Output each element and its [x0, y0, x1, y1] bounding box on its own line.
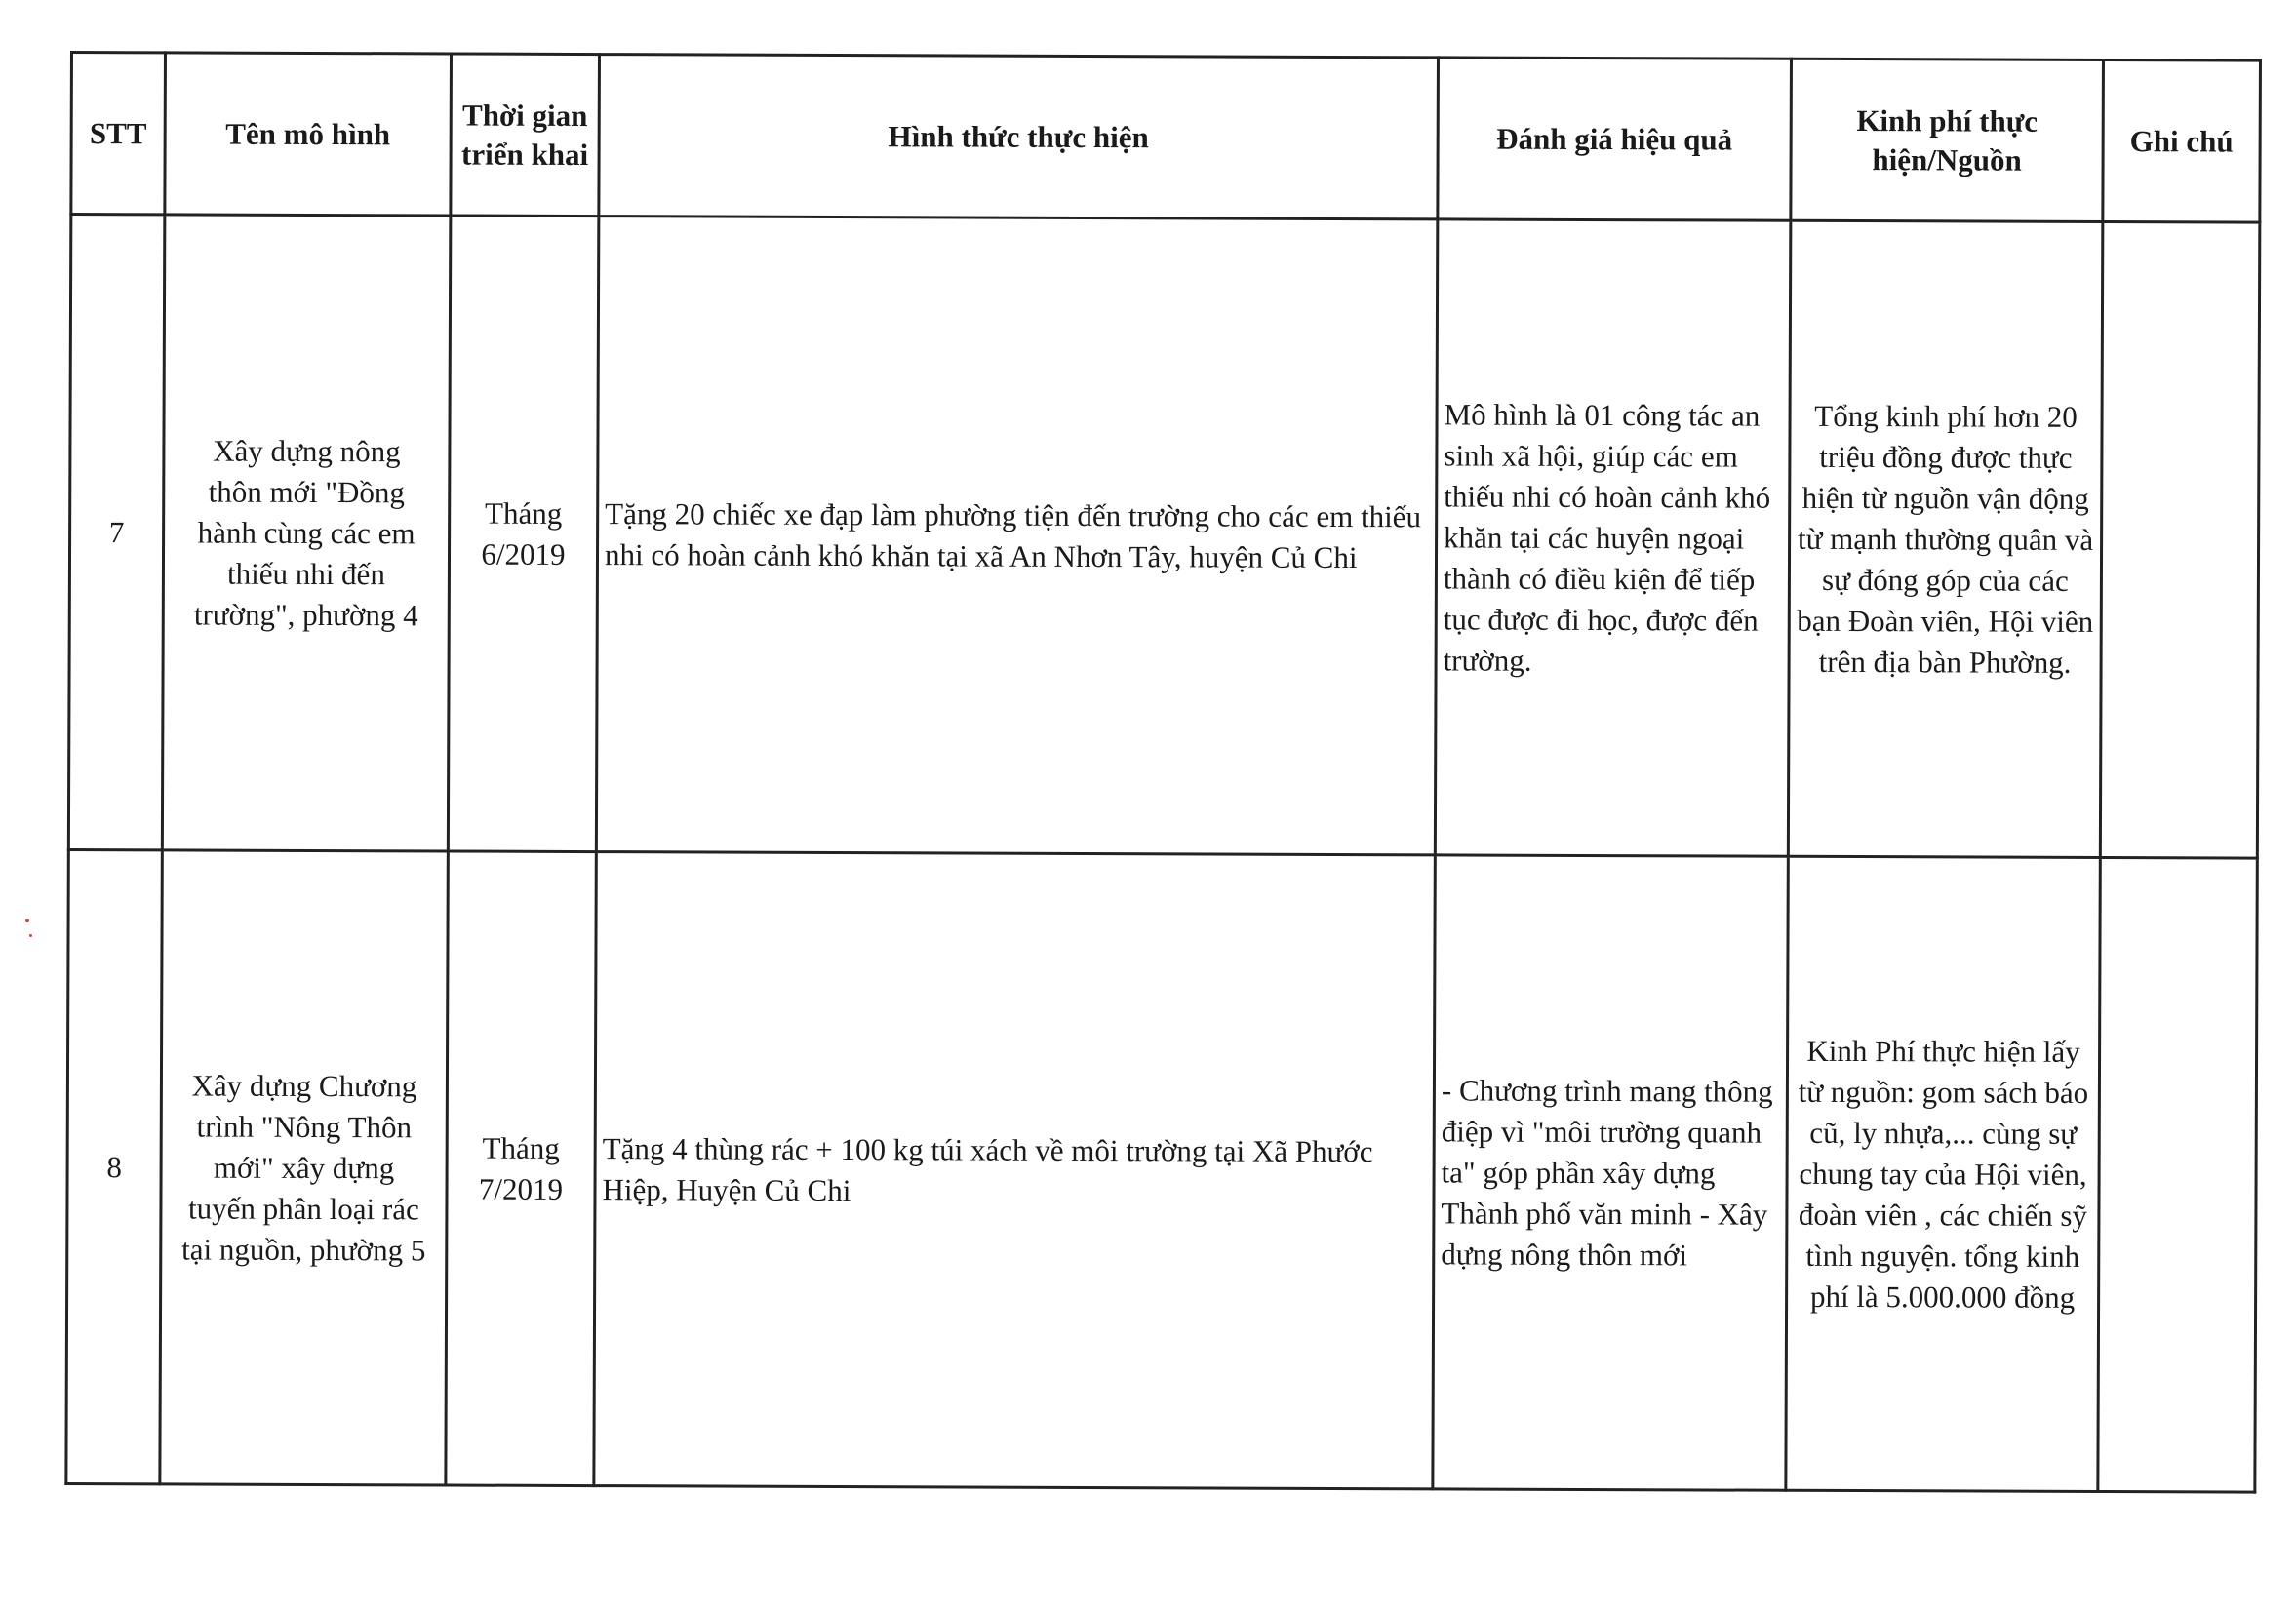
cell-model-name: Xây dựng Chương trình "Nông Thôn mới" xây dựng tuyến phân loại rác tại nguồn, phường 5 [160, 850, 448, 1485]
scan-speck [25, 919, 29, 922]
scan-speck [29, 934, 32, 937]
header-note: Ghi chú [2103, 60, 2261, 223]
cell-stt: 8 [66, 849, 162, 1483]
header-form: Hình thức thực hiện [599, 55, 1439, 219]
cell-stt: 7 [68, 215, 165, 850]
header-stt: STT [71, 53, 166, 215]
cell-evaluation: Mô hình là 01 công tác an sinh xã hội, giúp các em thiếu nhi có hoàn cảnh khó khăn tại các huyện ngoại thành có điều kiện để tiếp tục được đi học, được đến trường. [1435, 219, 1791, 856]
header-evaluation: Đánh giá hiệu quả [1438, 58, 1792, 220]
cell-form: Tặng 4 thùng rác + 100 kg túi xách về môi trường tại Xã Phước Hiệp, Huyện Củ Chi [594, 852, 1435, 1489]
table-row [66, 849, 2257, 1492]
cell-funding: Kinh Phí thực hiện lấy từ nguồn: gom sách báo cũ, ly nhựa,... cùng sự chung tay của Hội viên, đoàn viên , các chiến sỹ tình nguyện. tổng kinh phí là 5.000.000 đồng [1786, 856, 2100, 1491]
header-funding: Kinh phí thực hiện/Nguồn [1791, 59, 2104, 221]
document-sheet [64, 51, 2259, 1491]
table-row [68, 215, 2259, 859]
activity-table [64, 51, 2262, 1494]
header-model-name: Tên mô hình [165, 53, 452, 216]
cell-form: Tặng 20 chiếc xe đạp làm phường tiện đến trường cho các em thiếu nhi có hoàn cảnh khó khăn tại xã An Nhơn Tây, huyện Củ Chi [596, 217, 1437, 855]
cell-note [2100, 222, 2260, 859]
cell-model-name: Xây dựng nông thôn mới "Đồng hành cùng các em thiếu nhi đến trường", phường 4 [162, 215, 451, 851]
cell-funding: Tổng kinh phí hơn 20 triệu đồng được thực hiện từ nguồn vận động từ mạnh thường quân và sự đóng góp của các bạn Đoàn viên, Hội viên trên địa bàn Phường. [1788, 220, 2103, 857]
cell-evaluation: - Chương trình mang thông điệp vì "môi trường quanh ta" góp phần xây dựng Thành phố văn minh - Xây dựng nông thôn mới [1433, 855, 1788, 1490]
header-time: Thời gian triển khai [451, 54, 600, 217]
cell-time: Tháng 6/2019 [448, 216, 599, 852]
cell-time: Tháng 7/2019 [446, 851, 596, 1486]
cell-note [2098, 857, 2257, 1492]
header-row [71, 53, 2261, 223]
